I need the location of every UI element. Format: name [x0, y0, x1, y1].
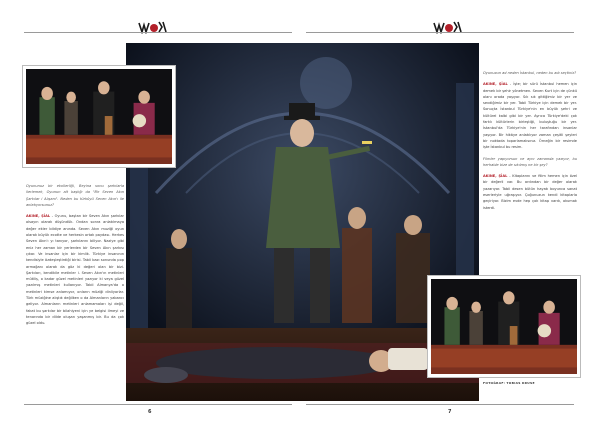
speaker-name: AKINE, ŞİAL [26, 214, 51, 219]
footer-rule-right [306, 404, 574, 405]
interview-answer-2: - İşte; bir sürü İstanbul hemen için demek bir şehir yönetmen. Seven Kurt için de çünkü olanı orada yaşıyor. Sık sık gittiğimiz bir yer ve sevdiğimiz bir yer. Tabii Türkiye için demek bir yer. Sonuçta İstanbul Türkiye'nin en büyük şehri ve kültürel kalbi gibi bir yer. Ayrıca Türkiye'deki çok farklı kültürlerin birleştiği, buluştuğu bir yer. İstanbul'da Türkiye'nin her tarafından insanlar yaşıyor. Bir hikâye anlatılıyor zaman çeşitli şeyleri bir noktada toparlamalısınız. Örneğin bir resimde işte İstanbul bu resim. [483, 82, 577, 150]
interview-question: Oyununuz bir ekollerliği, Beyina sonu şarkılarla ilerlemek, Oyunun alt başlığı da "Bir Seven Akın Şarkılar i Alışanı". Neden bu türküyü Seven Akın'ı ile anlatıyorsunuz? [26, 184, 124, 207]
speaker-name-2: AKINE, ŞİAL [483, 82, 508, 87]
page-number-left: 6 [148, 409, 152, 415]
interview-answer-3: - Kitaplarını ve filim hemen için özel bir değerli var. Bu ardından bir değer olarak yazarıyor. Tabii desen bütün hayatı boyunca sanat eserleriyle uğraşıyor. Çoğunuzun kendi kitaplarla geçiriyor. Bizim evde hep çok kitap vardı, okumak isterdi. [483, 174, 577, 210]
stage-main-photo [126, 43, 479, 401]
left-text-column [26, 183, 124, 332]
header-rule-left [24, 32, 292, 33]
band-inset-photo [23, 66, 175, 167]
right-text-column [483, 70, 577, 216]
page-number-right: 7 [448, 409, 452, 415]
interview-answer: - Oyunu, baştan bir Seven Akın şarkılar olsayın olarak düşündük. Ondan sonra anlatılmaya değer ekler bildiye anında. Seven Akın muziği oyun olarak büyük ecotte ve herkesin ortak paydası. Herkes Seven Akın'ı yı tanıyor, şarkılarını biliyor. Naziye gibi eniz her zaman bir yerlerden bir Seven Akın şarkısı çıkar. Ve insanlar için bir kimlik. Türkiye insanının kendisiyle özdeşleştirdiği birisi. Tabii bazı sonunda pop armağanı olarak da göz ki değeri olan bir bizi. Şarkıları, kendikile metinler i. Seven Akın'ın metinleri mütiliş, o kadar güzel metinleri yazıyor ki veya güzel yazılmış metinleri kullanıyor. Tabii Almanya'da o metinleri kimse anlamıyor, onların müziği dinliyorlar. Türk müziğine alıştık değilken o da Almanların yabancı geliyor. Almanların metinleri anlamamaları işi değil, fakat bu şarkılar bir bilahiyeni için ye belgisi ilmeyi ve tenarında bir dilde oluşan yaşanmış bir. Bu da çok güzel oldu. [26, 214, 124, 326]
header-rule-right [306, 32, 574, 33]
footer-rule-left [24, 404, 292, 405]
interview-question-3: Filmler yapıyorsun ve aynı zamanda yazıyor, bu herhalde bize de sıkılmış ne bir şey? [483, 156, 577, 167]
interview-question-2: Oyunuzun ad neden İstanbul, neden bu adı seçtiniz? [483, 71, 577, 75]
band-inset-photo-2 [428, 276, 580, 377]
speaker-name-3: AKINE, ŞİAL [483, 174, 508, 179]
photo-credit: FOTOĞRAF: TOBIAS KRUSE [483, 381, 535, 385]
